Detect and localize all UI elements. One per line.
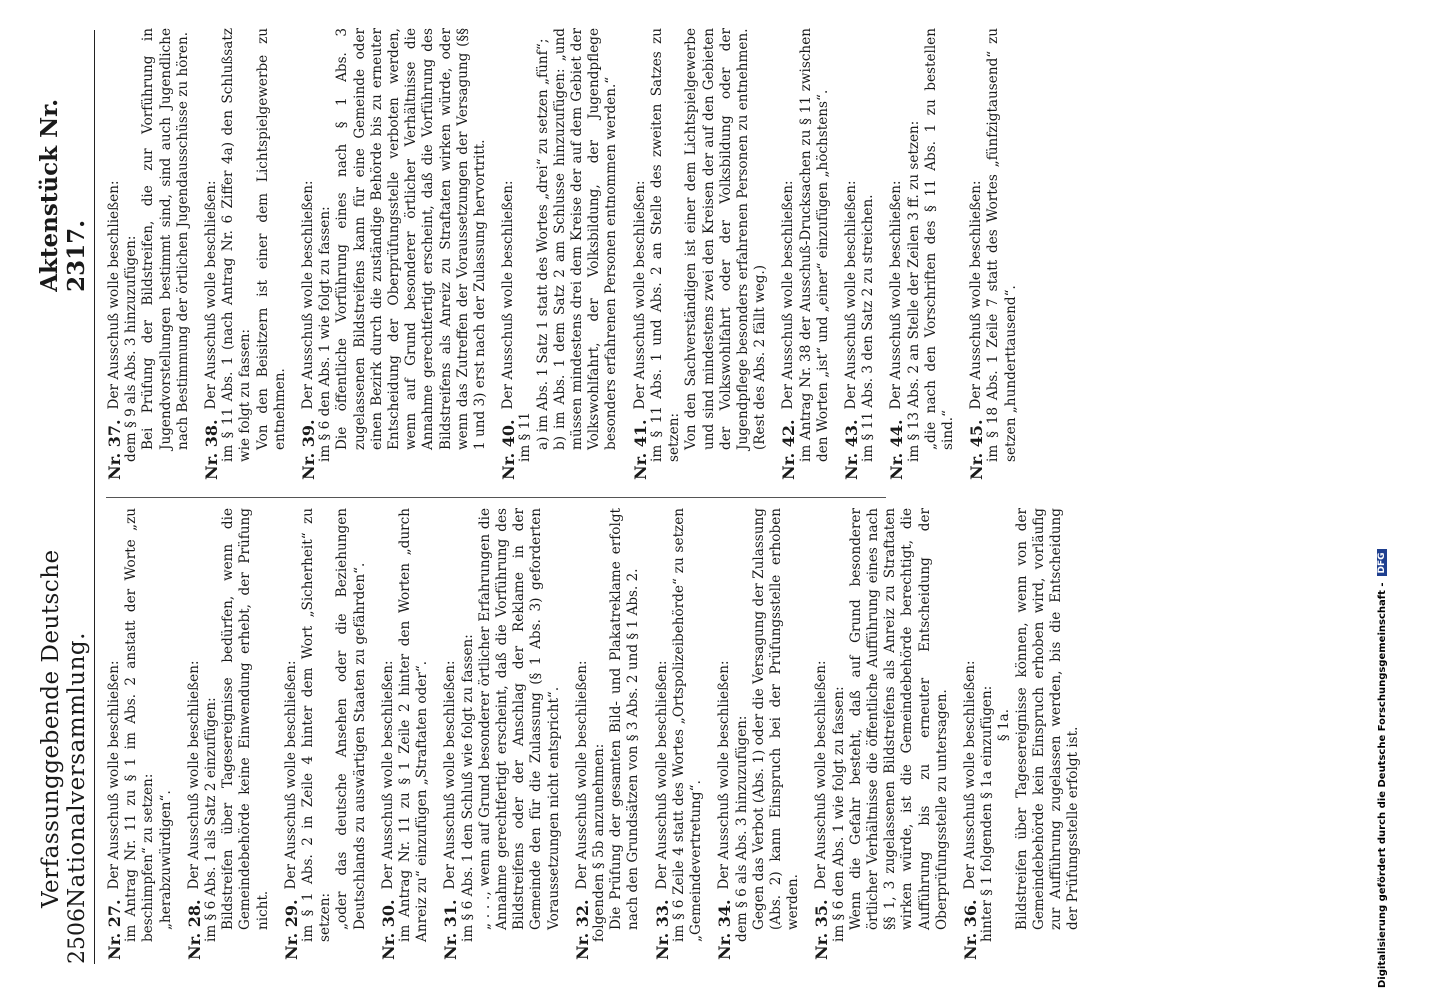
motion-intro: Der Ausschuß wolle beschließen: — [203, 180, 220, 410]
motion-intro: Der Ausschuß wolle beschließen: — [961, 660, 978, 890]
motion-text: (Rest des Abs. 2 fällt weg.) — [752, 264, 769, 450]
motion-text: im § 1 Abs. 2 in Zeile 4 hinter dem Wort „Sicherheit“ zu setzen: — [300, 508, 334, 942]
motion-number: Nr. 33. — [652, 899, 672, 960]
right-column — [106, 28, 1031, 480]
motion-entry — [186, 508, 272, 960]
motion-intro: Der Ausschuß wolle beschließen: — [500, 180, 517, 410]
motion-number: Nr. 44. — [887, 419, 907, 480]
motion-text: Bildstreifen über Tagesereignisse können, wenn von der Gemeindebehörde kein Einspruch erhoben wird, vorläufig zur Aufführung zugelassen werden, bis die Entscheidung der Prüfungsstelle erfolgt ist. — [1013, 508, 1082, 930]
motion-text: „herabzuwürdigen“. — [157, 790, 174, 930]
motion-entry — [962, 508, 1082, 960]
motion-intro: Der Ausschuß wolle beschließen: — [379, 660, 396, 890]
motion-intro: Der Ausschuß wolle beschließen: — [631, 180, 648, 410]
motion-text: im § 6 Abs. 1 den Schluß wie folgt zu fassen: — [459, 634, 476, 942]
motion-intro: Der Ausschuß wolle beschließen: — [106, 660, 122, 890]
motion-number: Nr. 35. — [812, 899, 832, 960]
motion-text: im § 18 Abs. 1 Zeile 7 statt des Wortes „fünfzigtausend“ zu setzen „hunderttausend“. — [985, 28, 1019, 462]
motion-text: im § 6 Abs. 1 als Satz 2 einzufügen: — [203, 697, 220, 942]
motion-entry — [968, 28, 1020, 480]
motion-intro: Der Ausschuß wolle beschließen: — [185, 660, 202, 890]
motion-text: im § 11 Abs. 1 und Abs. 2 an Stelle des zweiten Satzes zu setzen: — [648, 28, 683, 462]
left-column — [106, 508, 1093, 960]
motion-text: im Antrag Nr. 38 der Ausschuß-Drucksachen zu § 11 zwischen den Worten „ist“ und „einer“ einzufügen „höchstens“. — [797, 28, 831, 462]
document-file-number: Aktenstück Nr. 2317. — [36, 98, 90, 292]
motion-text: im § 11 Abs. 3 den Satz 2 zu streichen. — [860, 194, 877, 462]
motion-text: im Antrag Nr. 11 zu § 1 Zeile 2 hinter den Worten „durch Anreiz zu“ einzufügen „Straftaten oder“. — [397, 508, 431, 942]
motion-text: „die nach den Vorschriften des § 11 Abs. 1 zu bestellen sind.“ — [922, 28, 956, 450]
motion-intro: Der Ausschuß wolle beschließen: — [282, 660, 299, 890]
motion-entry — [780, 28, 832, 480]
motion-text: Von den Sachverständigen ist einer dem Lichtspielgewerbe und sind mindestens zwei den Kreisen der auf den Gebieten der Volkswohlfahrt oder der Volksbildung oder der Jugendpflege besonders erfahrenen Personen zu entnehmen. — [683, 28, 751, 450]
motion-text: dem § 6 als Abs. 3 hinzuzufügen: — [733, 715, 750, 942]
motion-text: hinter § 1 folgenden § 1a einzufügen: — [979, 685, 996, 942]
motion-text: Von den Beisitzern ist einer dem Lichtspielgewerbe zu entnehmen. — [254, 28, 288, 450]
page-header — [36, 30, 95, 964]
motion-number: Nr. 39. — [299, 419, 319, 480]
motion-intro: Der Ausschuß wolle beschließen: — [813, 660, 830, 890]
motion-number: Nr. 30. — [378, 899, 398, 960]
motion-text: Bildstreifen über Tagesereignisse bedürfen, wenn die Gemeindebehörde keine Einwendung erhebt, der Prüfung nicht. — [220, 508, 271, 930]
page-title: Verfassunggebende Deutsche Nationalversammlung. — [38, 549, 90, 908]
motion-text: im § 13 Abs. 2 an Stelle der Zeilen 3 ff. zu setzen: — [905, 120, 922, 462]
motion-number: Nr. 38. — [202, 419, 222, 480]
motion-number: Nr. 27. — [105, 899, 124, 960]
motion-number: Nr. 42. — [779, 419, 799, 480]
motion-intro: Der Ausschuß wolle beschließen: — [842, 180, 859, 410]
motion-intro: Der Ausschuß wolle beschließen: — [780, 180, 797, 410]
motion-text: im Antrag Nr. 11 zu § 1 im Abs. 2 anstatt der Worte „zu beschimpfen“ zu setzen: — [123, 508, 157, 942]
page-number: 2506 — [65, 908, 90, 964]
motion-number: Nr. 34. — [715, 899, 735, 960]
motion-text: im § 11 — [517, 412, 534, 462]
motion-text: Die öffentliche Vorführung eines nach § 1 Abs. 3 zugelassenen Bildstreifens kann für eine Gemeinde oder einen Bezirk durch die zuständige Behörde bis zu erneuter Entscheidung der Oberprüfungsstelle verboten werden, wenn auf Grund besonderer örtlicher Verhältnisse die Annahme gerechtfertigt erscheint, daß die Vorführung des Bildstreifens als Anreiz zu Straftaten wirken würde, oder wenn das Zutreffen der Voraussetzungen der Versagung (§§ 1 und 3) erst nach der Zulassung hervortritt. — [334, 28, 489, 450]
motion-entry — [716, 508, 802, 960]
motion-text: a) im Abs. 1 Satz 1 statt des Wortes „drei“ zu setzen „fünf“; — [534, 38, 551, 450]
motion-entry — [380, 508, 432, 960]
motion-number: Nr. 31. — [441, 899, 461, 960]
document-page — [36, 0, 1404, 1000]
motion-text: dem § 9 als Abs. 3 hinzuzufügen: — [123, 235, 140, 462]
motion-number: Nr. 37. — [105, 419, 124, 480]
motion-text: im § 6 den Abs. 1 wie folgt zu fassen: — [317, 206, 334, 462]
motion-entry — [203, 28, 289, 480]
motion-intro: Der Ausschuß wolle beschließen: — [716, 660, 733, 890]
motion-entry — [654, 508, 706, 960]
motion-number: Nr. 43. — [841, 419, 861, 480]
motion-text: Gegen das Verbot (Abs. 1) oder die Versagung der Zulassung (Abs. 2) kann Einspruch bei der Prüfungsstelle erhoben werden. — [750, 508, 802, 930]
motion-text: Bei Prüfung der Bildstreifen, die zur Vorführung in Jugendvorstellungen bestimmt sind, sind auch Jugendliche nach Bestimmung der örtlichen Jugendausschüsse zu hören. — [140, 28, 191, 450]
motion-intro: Der Ausschuß wolle beschließen: — [300, 180, 317, 410]
dfg-logo: DFG — [1377, 549, 1387, 576]
motion-text: im § 6 den Abs. 1 wie folgt zu fassen: — [830, 686, 847, 942]
motion-text: folgenden § 5b anzunehmen: — [591, 743, 608, 942]
motion-entry — [106, 28, 192, 480]
motion-number: Nr. 32. — [572, 899, 592, 960]
motion-entry — [632, 28, 770, 480]
motion-entry — [888, 28, 957, 480]
motion-entry — [813, 508, 951, 960]
motion-number: Nr. 36. — [960, 899, 980, 960]
motion-number: Nr. 28. — [184, 899, 204, 960]
motion-entry — [300, 28, 489, 480]
motion-intro: Der Ausschuß wolle beschließen: — [106, 180, 122, 410]
motion-number: Nr. 40. — [499, 419, 519, 480]
column-divider — [106, 497, 886, 498]
motion-text: „oder das deutsche Ansehen oder die Beziehungen Deutschlands zu auswärtigen Staaten zu gefährden“. — [334, 508, 368, 930]
motion-text: „ . . ., wenn auf Grund besonderer örtlicher Erfahrungen die Annahme gerechtfertigt erscheint, daß die Vorführung des Bildstreifens oder der Anschlag der Reklame in der Gemeinde den für die Zulassung (§ 1 Abs. 3) geforderten Voraussetzungen nicht entspricht“. — [476, 508, 562, 930]
motion-intro: Der Ausschuß wolle beschließen: — [442, 660, 459, 890]
motion-number: Nr. 45. — [967, 419, 987, 480]
motion-text: b) im Abs. 1 dem Satz 2 am Schlusse hinzuzufügen: „und müssen mindestens drei dem Kreise der auf dem Gebiet der Volkswohlfahrt, der Volksbildung, der Jugendpflege besonders erfahrenen Personen entnommen werden.“ — [551, 28, 620, 450]
section-heading: § 1a. — [996, 708, 1013, 742]
motion-entry — [283, 508, 369, 960]
motion-entry — [442, 508, 562, 960]
motion-number: Nr. 29. — [281, 899, 301, 960]
credit-text: Digitalisierung gefördert durch die Deutsche Forschungsgemeinschaft - — [1376, 582, 1388, 988]
motion-text: im § 6 Zeile 4 statt des Wortes „Ortspolizeibehörde“ zu setzen „Gemeindevertretung“. — [670, 508, 705, 942]
digitization-credit — [1375, 12, 1389, 988]
motion-text: im § 11 Abs. 1 (nach Antrag Nr. 6 Ziffer 4a) den Schlußsatz wie folgt zu fassen: — [220, 28, 254, 462]
motion-entry — [500, 28, 620, 480]
motion-intro: Der Ausschuß wolle beschließen: — [968, 180, 985, 410]
motion-entry — [106, 508, 175, 960]
motion-text: Die Prüfung der gesamten Bild- und Plakatreklame erfolgt nach den Grundsätzen von § 3 Abs. 2 und § 1 Abs. 2. — [608, 508, 642, 930]
motion-number: Nr. 41. — [630, 419, 650, 480]
motion-entry — [843, 28, 877, 480]
motion-intro: Der Ausschuß wolle beschließen: — [653, 660, 670, 890]
motion-intro: Der Ausschuß wolle beschließen: — [888, 180, 905, 410]
motion-text: Wenn die Gefahr besteht, daß auf Grund besonderer örtlicher Verhältnisse die öffentliche Aufführung eines nach §§ 1, 3 zugelassenen Bildstreifens als Anreiz zu Straftaten wirken würde, ist die Gemeindebehörde berechtigt, die Aufführung bis zu erneuter Entscheidung der Oberprüfungsstelle zu untersagen. — [847, 508, 950, 930]
motion-intro: Der Ausschuß wolle beschließen: — [573, 660, 590, 890]
motion-entry — [574, 508, 643, 960]
